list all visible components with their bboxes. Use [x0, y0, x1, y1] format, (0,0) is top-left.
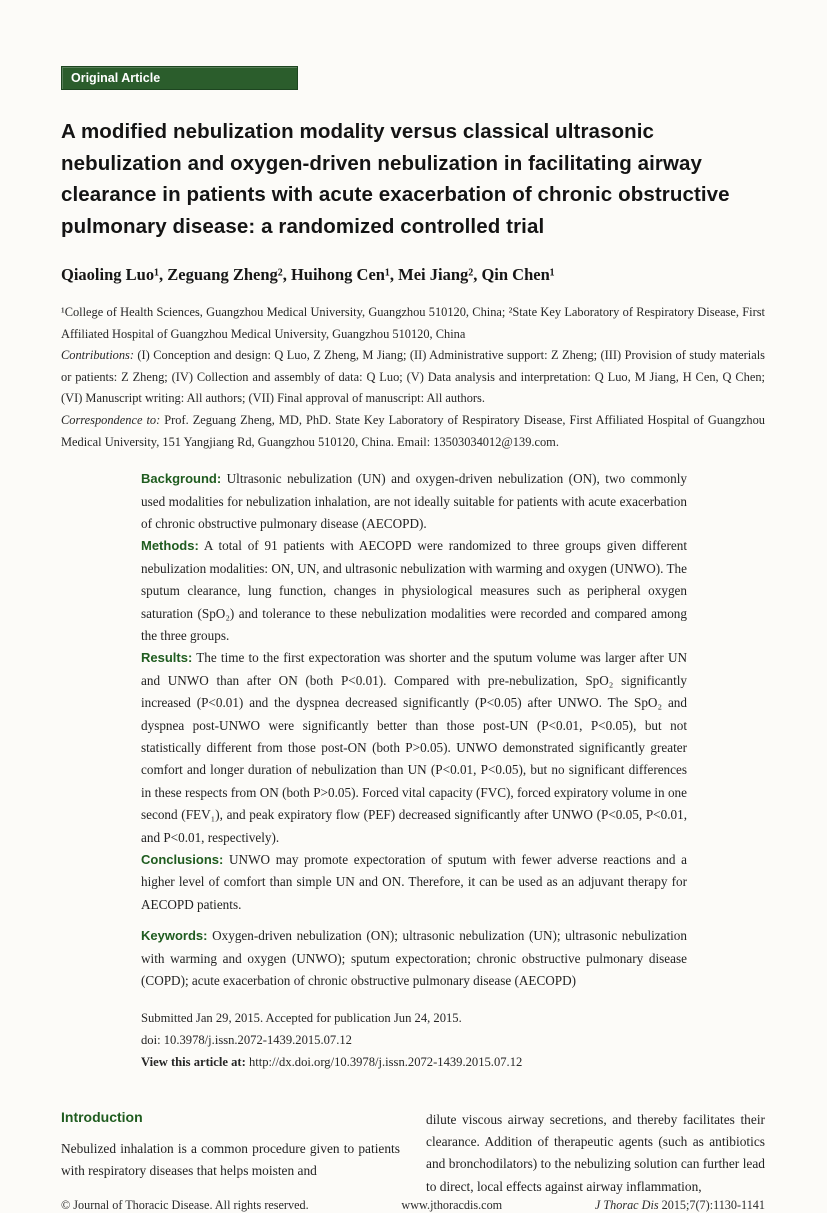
keywords	[141, 925, 687, 992]
view-article-line	[141, 1051, 765, 1073]
keywords-text: Oxygen-driven nebulization (ON); ultrasonic nebulization (UN); ultrasonic nebulization with warming and oxygen (UNWO); sputum expectoration; chronic obstructive pulmonary disease (COPD); acute exacerbation of chronic obstructive pulmonary disease (AECOPD)	[141, 928, 687, 989]
intro-column-left	[61, 1109, 400, 1199]
results-text: The time to the first expectoration was shorter and the sputum volume was larger after UN and UNWO than after ON (both P<0.01). Compared with pre-nebulization, SpO₂ significantly increased (P<0.01) and the dyspnea decreased significantly (P<0.05) after UNWO. The SpO₂ and dyspnea post-UNWO were significantly better than those post-UN (P<0.01, P<0.05), but not statistically different from those post-ON (both P>0.05). UNWO demonstrated significantly greater comfort and longer duration of nebulization than UN (P<0.01, P<0.05), but no significant differences in these respects from ON (both P>0.05). Forced vital capacity (FVC), forced expiratory volume in one second (FEV₁), and peak expiratory flow (PEF) decreased significantly after UNWO (P<0.05, P<0.01, and P<0.01, respectively).	[141, 650, 687, 845]
view-article-label: View this article at:	[141, 1054, 246, 1069]
conclusions-label: Conclusions:	[141, 852, 224, 868]
correspondence-label: Correspondence to:	[61, 412, 161, 427]
article-url[interactable]: http://dx.doi.org/10.3978/j.issn.2072-1439.2015.07.12	[245, 1054, 523, 1069]
article-meta	[61, 302, 765, 453]
contributions-text: (I) Conception and design: Q Luo, Z Zheng, M Jiang; (II) Administrative support: Z Zheng; (III) Provision of study materials or patients: Z Zheng; (IV) Collection and assembly of data: Q Luo; (V) Data analysis and interpretation: Q Luo, M Jiang, H Cen, Q Chen; (VI) Manuscript writing: All authors; (VII) Final approval of manuscript: All authors.	[61, 348, 765, 406]
conclusions-text: UNWO may promote expectoration of sputum with fewer adverse reactions and a higher level of comfort than simple UN and ON. Therefore, it can be used as an adjuvant therapy for AECOPD patients.	[141, 852, 687, 912]
page-footer	[61, 1198, 765, 1213]
correspondence-text: Prof. Zeguang Zheng, MD, PhD. State Key Laboratory of Respiratory Disease, First Affiliated Hospital of Guangzhou Medical University, 151 Yangjiang Rd, Guangzhou 510120, China. Email: 13503034012@139.com.	[61, 412, 765, 449]
abstract-conclusions	[141, 849, 687, 916]
authors-line: Qiaoling Luo¹, Zeguang Zheng², Huihong Cen¹, Mei Jiang², Qin Chen¹	[61, 265, 555, 284]
article-title: A modified nebulization modality versus classical ultrasonic nebulization and oxygen-driven nebulization in facilitating airway clearance in patients with acute exacerbation of chronic obstructive pulmonary disease: a randomized controlled trial	[61, 120, 730, 238]
intro-paragraph-left: Nebulized inhalation is a common procedure given to patients with respiratory diseases that helps moisten and	[61, 1140, 400, 1178]
abstract-methods	[141, 535, 687, 647]
footer-website[interactable]: www.jthoracdis.com	[401, 1198, 503, 1213]
footer-citation-journal: J Thorac Dis	[594, 1198, 659, 1213]
methods-label: Methods:	[141, 538, 199, 554]
results-label: Results:	[141, 650, 193, 666]
publication-info	[61, 1007, 765, 1073]
contributions	[61, 345, 765, 410]
intro-paragraph-right: dilute viscous airway secretions, and thereby facilitates their clearance. Addition of therapeutic agents (such as antibiotics and bronchodilators) to the nebulizing solution can further lead to direct, local effects against airway inflammation,	[426, 1111, 765, 1194]
background-text: Ultrasonic nebulization (UN) and oxygen-driven nebulization (ON), two commonly used modalities for nebulization inhalation, are not ideally suitable for patients with acute exacerbation of chronic obstructive pulmonary disease (AECOPD).	[141, 471, 687, 531]
introduction-section	[61, 1109, 765, 1199]
abstract	[61, 468, 765, 992]
contributions-label: Contributions:	[61, 348, 134, 363]
keywords-label: Keywords:	[141, 928, 208, 944]
correspondence	[61, 410, 765, 453]
affiliations: ¹College of Health Sciences, Guangzhou Medical University, Guangzhou 510120, China; ²State Key Laboratory of Respiratory Disease, First Affiliated Hospital of Guangzhou Medical University, Guangzhou 510120, China	[61, 305, 765, 341]
abstract-background	[141, 468, 687, 535]
article-type-badge: Original Article	[61, 66, 298, 90]
doi-line: doi: 10.3978/j.issn.2072-1439.2015.07.12	[141, 1032, 352, 1047]
methods-text: A total of 91 patients with AECOPD were randomized to three groups given different nebulization modalities: ON, UN, and ultrasonic nebulization with warming and oxygen (UNWO). The sputum clearance, lung function, changes in physiological measures such as peripheral oxygen saturation (SpO₂) and tolerance to these nebulization modalities were recorded and compared among the three groups.	[141, 538, 687, 643]
footer-citation-rest: 2015;7(7):1130-1141	[658, 1198, 765, 1213]
submitted-line: Submitted Jan 29, 2015. Accepted for publication Jun 24, 2015.	[141, 1010, 462, 1025]
background-label: Background:	[141, 471, 222, 487]
footer-copyright: © Journal of Thoracic Disease. All rights reserved.	[61, 1198, 309, 1213]
introduction-heading: Introduction	[61, 1108, 143, 1125]
intro-column-right	[426, 1109, 765, 1199]
footer-citation	[595, 1198, 765, 1213]
abstract-results	[141, 647, 687, 849]
